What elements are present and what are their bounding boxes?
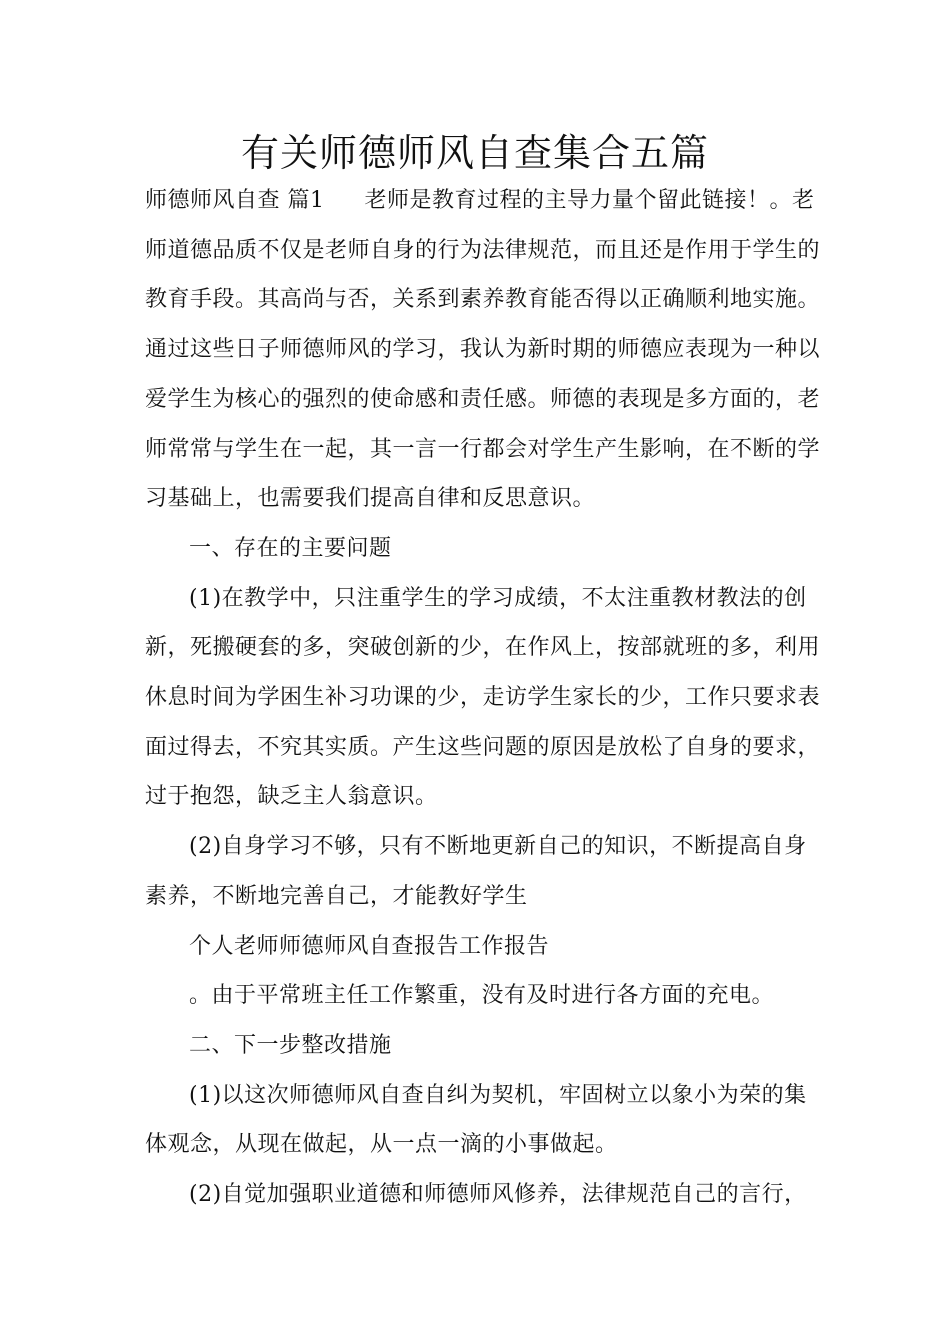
document-title: 有关师德师风自查集合五篇 [240,131,709,175]
paragraph-measure-2: (2)自觉加强职业道德和师德师风修养，法律规范自己的言行， [189,1182,807,1208]
opening-text: 老师是教育过程的主导力量个留此链接！。老师道德品质不仅是老师自身的行为法律规范，而且还是作用于学生的教育手段。其高尚与否，关系到素养教育能否得以正确顺利地实施。通过这些日子师德师风的学习，我认为新时期的师德应表现为一种以爱学生为核心的强烈的使命感和责任感。师德的表现是多方面的，老师常常与学生在一起，其一言一行都会对学生产生影响，在不断的学习基础上，也需要我们提高自律和反思意识。 [145,188,821,512]
document-body [145,176,825,1220]
heading-problems: 一、存在的主要问题 [189,535,392,561]
opening-paragraph [145,176,825,524]
paragraph-measure-1: (1)以这次师德师风自查自纠为契机，牢固树立以象小为荣的集体观念，从现在做起，从一点一滴的小事做起。 [145,1082,807,1158]
section-label: 师德师风自查 篇1 [145,188,325,213]
heading-measures: 二、下一步整改措施 [189,1032,392,1058]
paragraph-problem-1: (1)在教学中，只注重学生的学习成绩，不太注重教材教法的创新，死搬硬套的多，突破创新的少，在作风上，按部就班的多，利用休息时间为学困生补习功课的少，走访学生家长的少，工作只要求表面过得去，不究其实质。产生这些问题的原因是放松了自身的要求，过于抱怨，缺乏主人翁意识。 [145,585,821,810]
paragraph-report-title: 个人老师师德师风自查报告工作报告 [189,933,550,959]
paragraph-problem-2-cont: 。由于平常班主任工作繁重，没有及时进行各方面的充电。 [189,983,775,1009]
paragraph-problem-2: (2)自身学习不够，只有不断地更新自己的知识，不断提高自身素养，不断地完善自己，才能教好学生 [145,834,807,909]
